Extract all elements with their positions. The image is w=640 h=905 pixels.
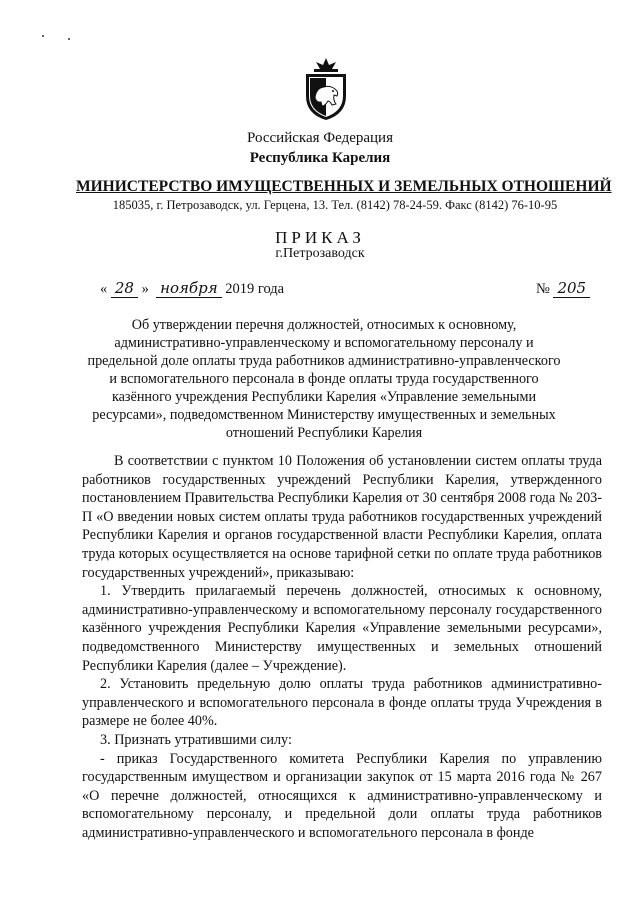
republic-name: Республика Карелия xyxy=(249,150,391,166)
country-name: Российская Федерация xyxy=(247,130,393,146)
date-year: 2019 года xyxy=(225,281,285,297)
item-3-sub-paragraph: - приказ Государственного комитета Республики Карелия по управлению государственным имуществом и организации закупок от 15 марта 2016 года № 267 «О перечне должностей, относящихся к административно-управленческому и вспомогательному персоналу, и предельной доли оплаты труда работников административно-управленческого и вспомогательного персонала в фонде xyxy=(82,750,602,841)
document-date xyxy=(100,279,284,298)
number-prefix: № xyxy=(536,281,550,297)
item-3-paragraph: 3. Признать утратившими силу: xyxy=(100,731,292,748)
date-close-quote: » xyxy=(141,281,149,297)
karelia-coat-of-arms-icon xyxy=(300,56,352,122)
document-type: ПРИКАЗ xyxy=(275,228,365,247)
date-month: ноября xyxy=(156,279,222,298)
document-number xyxy=(536,279,590,298)
order-body xyxy=(82,452,602,842)
ministry-address: 185035, г. Петрозаводск, ул. Герцена, 13. Тел. (8142) 78-24-59. Факс (8142) 76-10-95 xyxy=(112,198,558,212)
ministry-name: МИНИСТЕРСТВО ИМУЩЕСТВЕННЫХ И ЗЕМЕЛЬНЫХ ОТНОШЕНИЙ xyxy=(76,178,612,195)
scan-speck xyxy=(68,38,70,40)
intro-paragraph: В соответствии с пунктом 10 Положения об установлении систем оплаты труда работников государственных учреждений Республики Карелия, утвержденного постановлением Правительства Республики Карелия от 30 сентября 2008 года № 203-П «О введении новых систем оплаты труда работников государственных учреждений Республики Карелия и органов государственной власти Республики Карелия, оплата труда которых осуществляется на основе тарифной сетки по оплате труда работников государственных учреждений», приказываю: xyxy=(82,453,602,581)
scan-speck xyxy=(42,35,44,37)
document-city: г.Петрозаводск xyxy=(275,246,365,261)
item-2-paragraph: 2. Установить предельную долю оплаты труда работников административно-управленческого и вспомогательного персонала в фонде оплаты труда Учреждения в размере не более 40%. xyxy=(82,676,602,730)
date-day: 28 xyxy=(111,279,138,298)
date-open-quote: « xyxy=(100,281,108,297)
number-value: 205 xyxy=(553,279,590,298)
order-title: Об утверждении перечня должностей, относимых к основному, административно-управленческому и вспомогательному персоналу и предельной доле оплаты труда работников административно-управленческого и вспомогательного персонала в фонде оплаты труда государственного казённого учреждения Республики Карелия «Управление земельными ресурсами», подведомственном Министерству имущественных и земельных отношений Республики Карелия xyxy=(87,317,561,441)
item-1-paragraph: 1. Утвердить прилагаемый перечень должностей, относимых к основному, административно-управленческому и вспомогательному персоналу государственного казённого учреждения Республики Карелия «Управление земельными ресурсами», подведомственного Министерству имущественных и земельных отношений Республики Карелия (далее – Учреждение). xyxy=(82,583,602,674)
